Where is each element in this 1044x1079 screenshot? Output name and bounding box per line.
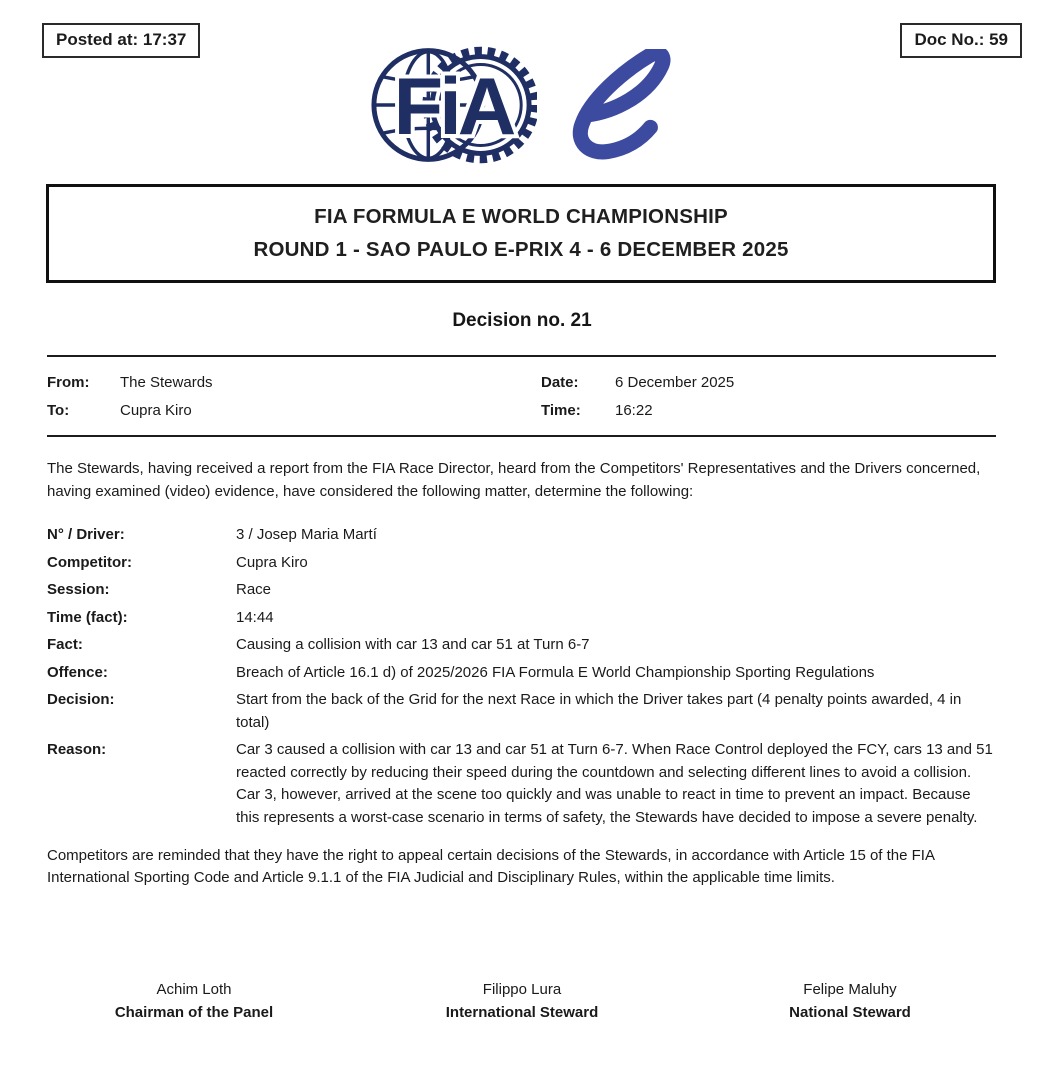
signature-role: Chairman of the Panel: [114, 1004, 274, 1021]
doc-number-label: Doc No.: 59: [914, 30, 1008, 49]
signature-international-steward: [358, 978, 686, 1024]
fields-table: [47, 524, 996, 829]
fia-logo-icon: [369, 42, 537, 168]
signature-role: International Steward: [445, 1004, 599, 1021]
meta-table: [47, 371, 996, 422]
posted-at-box: [42, 23, 200, 58]
reason-value: Car 3 caused a collision with car 13 and car 51 at Turn 6-7. When Race Control deployed the FCY, cars 13 and 51 reacted correctly by reducing their speed during the countdown and selecting different lines to avoid a collision. Car 3, however, arrived at the scene too quickly and was unable to react in time to prevent an impact. Because this represents a worst-case scenario in terms of safety, the Stewards have decided to impose a severe penalty.: [236, 741, 993, 826]
field-row-time-fact: [47, 607, 996, 630]
driver-label: N° / Driver:: [47, 526, 125, 543]
field-row-fact: [47, 634, 996, 657]
decision-label: Decision:: [47, 691, 115, 708]
signature-row: [30, 978, 1014, 1024]
from-label: From:: [47, 374, 90, 391]
time-label: Time:: [541, 402, 581, 419]
field-row-reason: [47, 739, 996, 829]
intro-paragraph: The Stewards, having received a report from the FIA Race Director, heard from the Competitors' Representatives and the Drivers concerned, having examined (video) evidence, have considered the following matter, determine the following:: [47, 460, 981, 500]
date-label: Date:: [541, 374, 579, 391]
divider-bottom: [47, 435, 996, 437]
competitor-label: Competitor:: [47, 553, 132, 571]
session-label: Session:: [47, 581, 110, 598]
reason-label: Reason:: [47, 741, 107, 758]
to-value: Cupra Kiro: [120, 402, 192, 419]
field-row-driver: [47, 524, 996, 547]
signature-name: Achim Loth: [156, 981, 232, 998]
offence-label: Offence:: [47, 663, 108, 681]
posted-at-label: Posted at: 17:37: [56, 30, 187, 49]
session-value: Race: [236, 581, 272, 598]
from-value: The Stewards: [120, 374, 213, 391]
time-value: 16:22: [615, 402, 653, 419]
signature-chairman: [30, 978, 358, 1024]
signature-national-steward: [686, 978, 1014, 1024]
field-row-decision: [47, 689, 996, 734]
signature-name: Felipe Maluhy: [803, 981, 897, 998]
to-label: To:: [47, 402, 70, 419]
logo-group: [369, 42, 675, 168]
banner-line-championship: FIA FORMULA E WORLD CHAMPIONSHIP: [314, 205, 728, 228]
document-header: [0, 0, 1044, 168]
field-row-session: [47, 579, 996, 602]
event-title-banner: [46, 184, 996, 283]
decision-value: Start from the back of the Grid for the next Race in which the Driver takes part (4 penalty points awarded, 4 in total): [236, 691, 962, 731]
decision-number-title: Decision no. 21: [452, 310, 592, 331]
field-row-competitor: [47, 552, 996, 575]
appeal-paragraph: Competitors are reminded that they have the right to appeal certain decisions of the Stewards, in accordance with Article 15 of the FIA International Sporting Code and Article 9.1.1 of the FIA Judicial and Disciplinary Rules, within the applicable time limits.: [47, 847, 935, 886]
signature-name: Filippo Lura: [482, 981, 562, 998]
field-row-offence: [47, 662, 996, 685]
doc-number-box: [900, 23, 1022, 58]
banner-line-round: ROUND 1 - SAO PAULO E-PRIX 4 - 6 DECEMBER 2025: [253, 238, 789, 261]
fact-label: Fact:: [47, 636, 83, 653]
competitor-value: Cupra Kiro: [236, 553, 308, 571]
driver-value: 3 / Josep Maria Martí: [236, 526, 377, 543]
time-fact-label: Time (fact):: [47, 608, 128, 626]
fact-value: Causing a collision with car 13 and car 51 at Turn 6-7: [236, 636, 590, 653]
time-fact-value: 14:44: [236, 608, 274, 626]
date-value: 6 December 2025: [615, 374, 735, 391]
formula-e-logo-icon: [563, 49, 675, 161]
divider-top: [47, 355, 996, 357]
signature-role: National Steward: [789, 1004, 911, 1021]
svg-text:FiA: FiA: [393, 62, 513, 153]
offence-value: Breach of Article 16.1 d) of 2025/2026 FIA Formula E World Championship Sporting Regulations: [236, 663, 875, 681]
